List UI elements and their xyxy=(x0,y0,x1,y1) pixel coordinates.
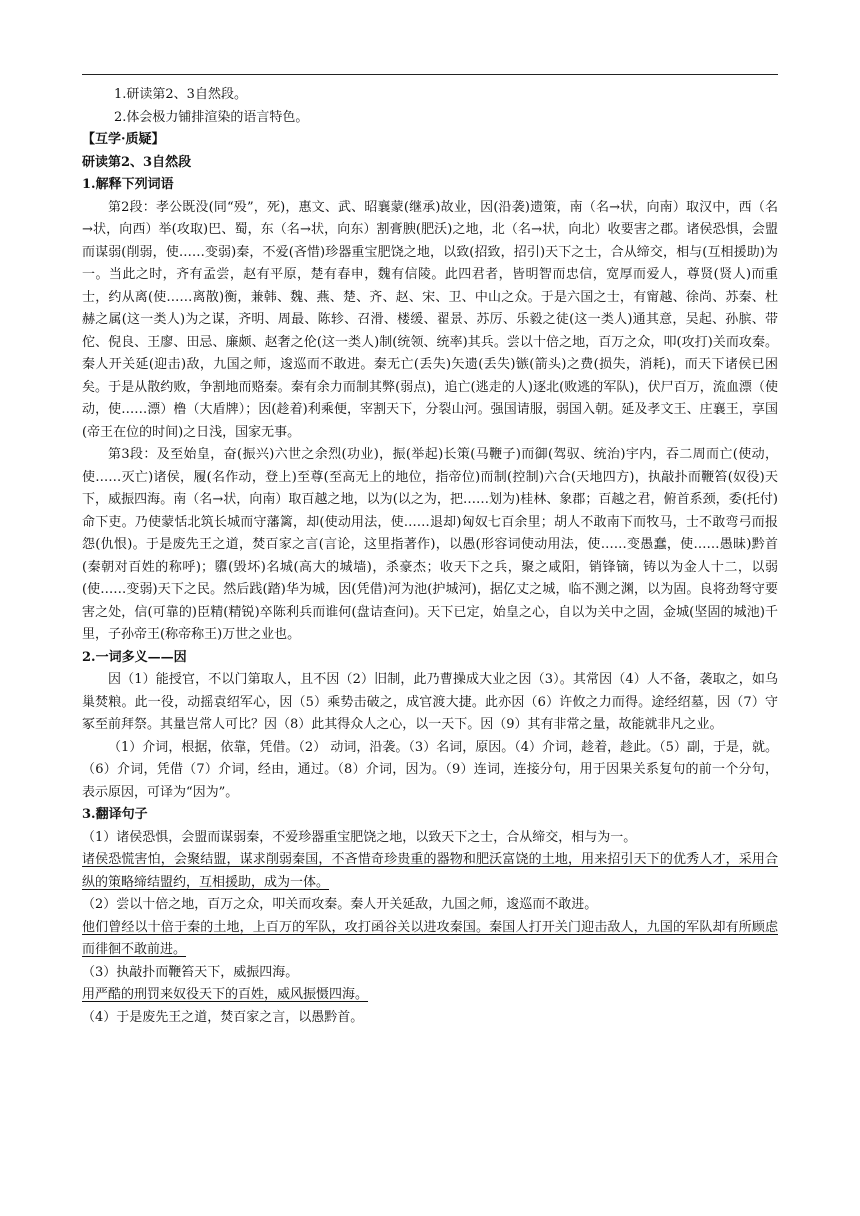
translation-source-1: （1）诸侯恐惧，会盟而谋弱秦，不爱珍器重宝肥饶之地，以致天下之士，合从缔交，相与为一。 xyxy=(82,829,637,845)
paragraph-3-annotated: 第3段：及至始皇，奋(振兴)六世之余烈(功业)，振(举起)长策(马鞭子)而御(驾驭、统治)宇内，吞二周而亡(使动，使……灭亡)诸侯，履(名作动，登上)至尊(至高无上的地位，指帝位)而制(控制)六合(天地四方)，执敲扑而鞭笞(奴役)天下，威振四海。南（名→状，向南）取百越之地，以为(以之为，把……划为)桂林、象郡；百越之君，俯首系颈，委(托付)命下吏。乃使蒙恬北筑长城而守藩篱，却(使动用法，使……退却)匈奴七百余里；胡人不敢南下而牧马，士不敢弯弓而报怨(仇恨)。于是废先王之道，焚百家之言(言论，这里指著作)，以愚(形容词使动用法，使……变愚蠢，使……愚昧)黔首(秦朝对百姓的称呼)；隳(毁坏)名城(高大的城墙)，杀豪杰；收天下之兵，聚之咸阳，销锋镝，铸以为金人十二，以弱(使……变弱)天下之民。然后践(踏)华为城，因(凭借)河为池(护城河)，据亿丈之城，临不测之渊，以为固。良将劲弩守要害之处，信(可靠的)臣精(精锐)卒陈利兵而谁何(盘诘查问)。天下已定，始皇之心，自以为关中之固，金城(坚固的城池)千里，子孙帝王(称帝称王)万世之业也。 xyxy=(82,447,778,642)
q2-title: 2.一词多义——因 xyxy=(82,649,187,665)
paragraph-2-annotated: 第2段：孝公既没(同“殁”，死)，惠文、武、昭襄蒙(继承)故业，因(沿袭)遗策，南（名→状，向南）取汉中，西（名→状，向西）举(攻取)巴、蜀，东（名→状，向东）割膏腴(肥沃)之地，北（名→状，向北）收要害之郡。诸侯恐惧，会盟而谋弱(削弱，使……变弱)秦，不爱(吝惜)珍器重宝肥饶之地，以致(招致，招引)天下之士，合从缔交，相与(互相援助)为一。当此之时，齐有孟尝，赵有平原，楚有春申，魏有信陵。此四君者，皆明智而忠信，宽厚而爱人，尊贤(贤人)而重士，约从离(使……离散)衡，兼韩、魏、燕、楚、齐、赵、宋、卫、中山之众。于是六国之士，有甯越、徐尚、苏秦、杜赫之属(这一类人)为之谋，齐明、周最、陈轸、召滑、楼缓、翟景、苏厉、乐毅之徒(这一类人)通其意，吴起、孙膑、带佗、倪良、王廖、田忌、廉颇、赵奢之伦(这一类人)制(统领、统率)其兵。尝以十倍之地，百万之众，叩(攻打)关而攻秦。秦人开关延(迎击)敌，九国之师，逡巡而不敢进。秦无亡(丢失)矢遗(丢失)镞(箭头)之费(损失，消耗)，而天下诸侯已困矣。于是从散约败，争割地而赂秦。秦有余力而制其弊(弱点)，追亡(逃走的人)逐北(败逃的军队)，伏尸百万，流血漂（使动，使……漂）橹（大盾牌）；因(趁着)利乘便，宰割天下，分裂山河。强国请服，弱国入朝。延及孝文王、庄襄王，享国(帝王在位的时间)之日浅，国家无事。 xyxy=(82,199,778,440)
subsection-title: 研读第2、3自然段 xyxy=(82,154,192,170)
q2-answer: （1）介词，根据，依靠，凭借。（2） 动词，沿袭。（3）名词，原因。（4）介词，趁着，趁此。（5）副，于是，就。（6）介词，凭借（7）介词，经由，通过。（8）介词，因为。（9）连词，连接分句，用于因果关系复句的前一个分句，表示原因，可译为“因为”。 xyxy=(82,739,778,800)
translation-answer-3: 用严酷的刑罚来奴役天下的百姓，威风振慑四海。 xyxy=(82,987,369,1002)
translation-answer-1: 诸侯恐慌害怕，会聚结盟，谋求削弱秦国，不吝惜奇珍贵重的器物和肥沃富饶的土地，用来招引天下的优秀人才，采用合纵的策略缔结盟约，互相援助，成为一体。 xyxy=(82,852,778,890)
q2-passage: 因（1）能授官，不以门第取人，且不因（2）旧制，此乃曹操成大业之因（3）。其常因（4）人不备，袭取之，如乌巢焚粮。此一役，动摇袁绍军心，因（5）乘势击破之，成官渡大捷。此亦因（6）许攸之力而得。途经绍墓，因（7）守冢至前拜祭。其量岂常人可比？因（8）此其得众人之心，以一天下。因（9）其有非常之量，故能就非凡之业。 xyxy=(82,672,778,732)
section-title: 【互学·质疑】 xyxy=(82,132,165,147)
translation-source-4: （4）于是废先王之道，焚百家之言，以愚黔首。 xyxy=(82,1009,364,1025)
translation-source-2: （2）尝以十倍之地，百万之众，叩关而攻秦。秦人开关延敌，九国之师，逡巡而不敢进。 xyxy=(82,897,598,912)
document-body xyxy=(82,84,778,1029)
q1-title: 1.解释下列词语 xyxy=(82,177,174,192)
header-rule xyxy=(82,74,778,75)
q3-title: 3.翻译句子 xyxy=(82,807,148,822)
objective-2: 2.体会极力铺排渲染的语言特色。 xyxy=(114,109,309,125)
objective-1: 1.研读第2、3自然段。 xyxy=(114,87,247,102)
translation-source-3: （3）执敲扑而鞭笞天下，威振四海。 xyxy=(82,964,299,980)
translation-answer-2: 他们曾经以十倍于秦的土地，上百万的军队，攻打函谷关以进攻秦国。秦国人打开关门迎击敌人，九国的军队却有所顾虑而徘徊不敢前进。 xyxy=(82,919,778,957)
